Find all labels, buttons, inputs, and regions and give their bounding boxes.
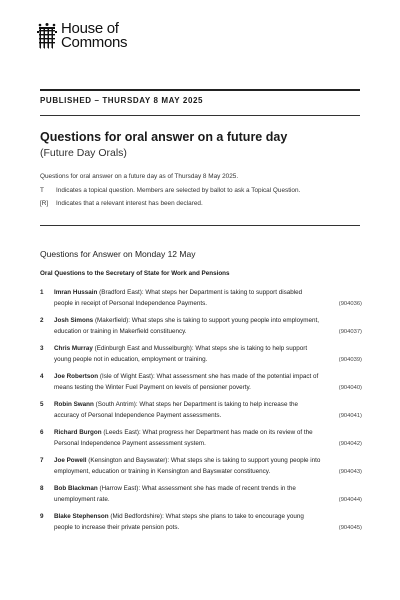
question-item	[40, 428, 362, 449]
member-constituency: (Harrow East):	[99, 485, 141, 492]
question-reference: (904044)	[338, 496, 362, 503]
published-divider	[40, 115, 360, 116]
key-topical	[40, 187, 300, 194]
member-constituency: (Makerfield):	[94, 317, 130, 324]
question-number: 6	[40, 429, 44, 436]
question-item	[40, 512, 362, 533]
key-symbol: [R]	[40, 200, 49, 207]
question-number: 1	[40, 289, 44, 296]
member-constituency: (Bradford East):	[99, 289, 144, 296]
logo-text	[61, 22, 127, 50]
question-reference: (904042)	[338, 440, 362, 447]
member-name: Blake Stephenson	[54, 513, 109, 520]
key-interest	[40, 200, 203, 207]
key-symbol: T	[40, 187, 44, 194]
question-number: 7	[40, 457, 44, 464]
question-number: 9	[40, 513, 44, 520]
page-title: Questions for oral answer on a future day	[40, 130, 288, 144]
question-text: What progress her Department has made on its review of the Personal Independence Payment assessment system.	[54, 429, 313, 447]
question-reference: (904037)	[338, 328, 362, 335]
question-number: 8	[40, 485, 44, 492]
question-item	[40, 288, 362, 309]
department-heading: Oral Questions to the Secretary of State for Work and Pensions	[40, 270, 230, 277]
section-divider	[40, 225, 360, 226]
member-constituency: (Leeds East):	[103, 429, 141, 436]
member-name: Richard Burgon	[54, 429, 102, 436]
member-name: Imran Hussain	[54, 289, 98, 296]
question-text: What assessment she has made of recent trends in the unemployment rate.	[54, 485, 296, 503]
member-name: Robin Swann	[54, 401, 94, 408]
question-reference: (904039)	[338, 356, 362, 363]
question-reference: (904040)	[338, 384, 362, 391]
intro-text: Questions for oral answer on a future day as of Thursday 8 May 2025.	[40, 173, 239, 180]
published-date: PUBLISHED – THURSDAY 8 MAY 2025	[40, 96, 204, 105]
question-number: 2	[40, 317, 44, 324]
question-reference: (904043)	[338, 468, 362, 475]
top-divider	[40, 89, 360, 91]
member-constituency: (Kensington and Bayswater):	[88, 457, 170, 464]
question-item	[40, 456, 362, 477]
question-text: What steps she is taking to support young people into employment, education or training in Makerfield constituency.	[54, 317, 319, 335]
questions-heading: Questions for Answer on Monday 12 May	[40, 249, 196, 259]
question-number: 5	[40, 401, 44, 408]
question-text: What steps she plans to take to encourage young people to increase their private pension pots.	[54, 513, 304, 531]
member-name: Bob Blackman	[54, 485, 98, 492]
question-text: What steps her Department is taking to support disabled people in receipt of Personal Independence Payments.	[54, 289, 303, 307]
question-text: What steps she is taking to help support young people not in education, employment or training.	[54, 345, 308, 363]
member-constituency: (South Antrim):	[95, 401, 138, 408]
key-description: Indicates a topical question. Members are selected by ballot to ask a Topical Question.	[56, 187, 301, 194]
member-name: Chris Murray	[54, 345, 93, 352]
question-item	[40, 372, 362, 393]
key-description: Indicates that a relevant interest has been declared.	[56, 200, 203, 207]
member-constituency: (Mid Bedfordshire):	[110, 513, 164, 520]
member-name: Joe Powell	[54, 457, 87, 464]
question-reference: (904045)	[338, 524, 362, 531]
member-constituency: (Isle of Wight East):	[99, 373, 155, 380]
question-number: 3	[40, 345, 44, 352]
question-item	[40, 400, 362, 421]
question-reference: (904036)	[338, 300, 362, 307]
question-text: What steps she is taking to support young people into employment, education or training in Kensington and Bayswater constituency.	[54, 457, 321, 475]
member-name: Josh Simons	[54, 317, 94, 324]
question-item	[40, 344, 362, 365]
member-constituency: (Edinburgh East and Musselburgh):	[94, 345, 194, 352]
question-text: What steps her Department is taking to help increase the accuracy of Personal Independence Payment assessments.	[54, 401, 298, 419]
question-reference: (904041)	[338, 412, 362, 419]
question-text: What assessment she has made of the potential impact of means testing the Winter Fuel Payment on levels of pensioner poverty.	[54, 373, 319, 391]
question-item	[40, 484, 362, 505]
question-number: 4	[40, 373, 44, 380]
member-name: Joe Robertson	[54, 373, 99, 380]
house-of-commons-logo	[36, 22, 146, 52]
question-item	[40, 316, 362, 337]
logo-line2: Commons	[61, 34, 128, 51]
portcullis-icon	[36, 23, 58, 49]
page-subtitle: (Future Day Orals)	[40, 147, 127, 159]
logo-line1: House of	[61, 20, 119, 37]
